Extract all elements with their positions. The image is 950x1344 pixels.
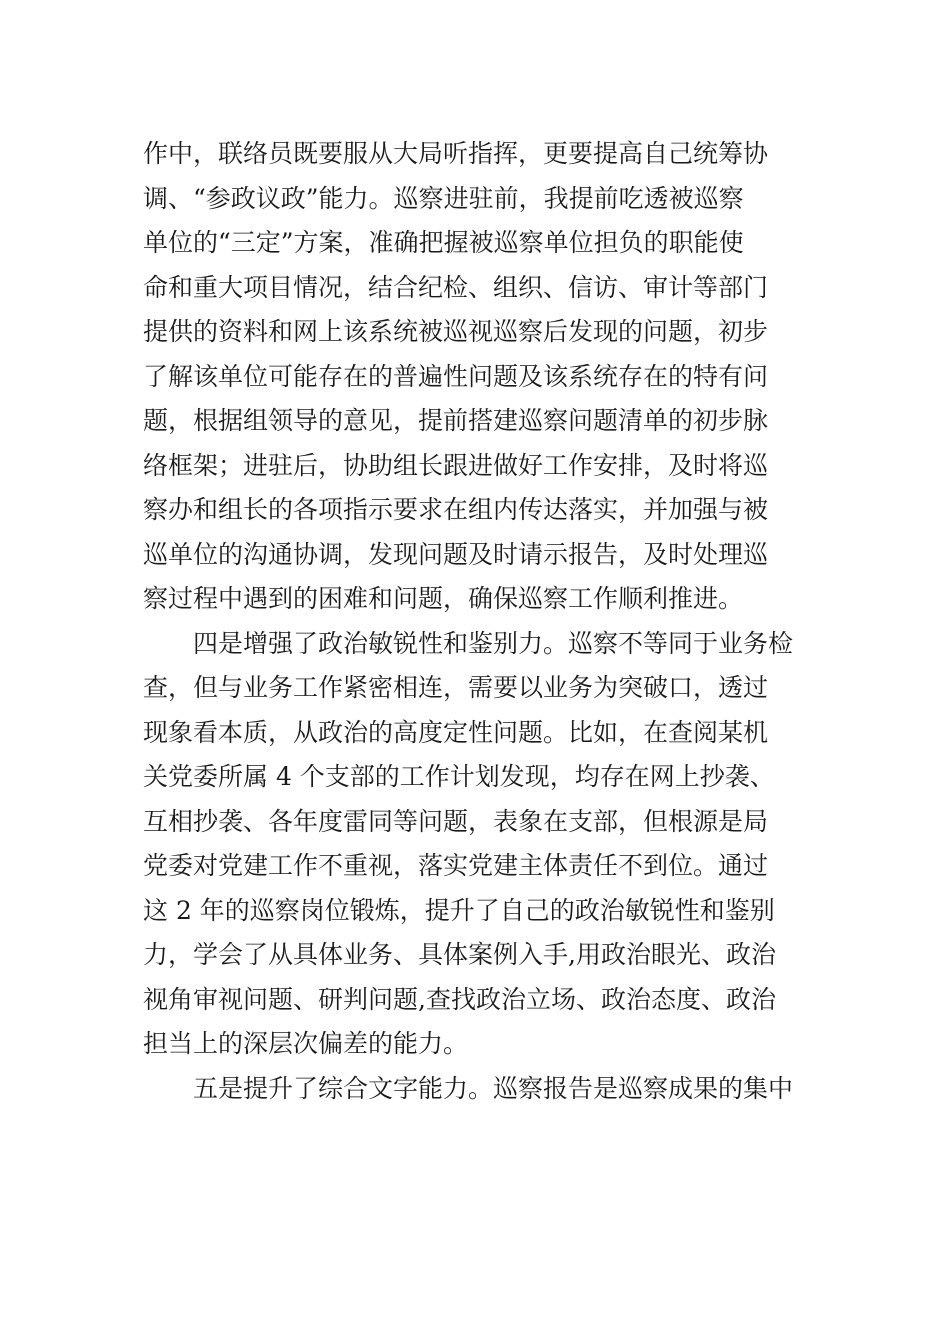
text-line: 作中，联络员既要服从大局听指挥，更要提高自己统筹协 <box>143 139 769 168</box>
text-line: 察办和组长的各项指示要求在组内传达落实，并加强与被 <box>143 495 769 524</box>
text-line: 党委对党建工作不重视，落实党建主体责任不到位。通过 <box>143 851 769 880</box>
text-line: 命和重大项目情况，结合纪检、组织、信访、审计等部门 <box>143 272 769 302</box>
text-line: 络框架；进驻后，协助组长跟进做好工作安排，及时将巡 <box>143 450 769 480</box>
text-line: 担当上的深层次偏差的能力。 <box>143 1029 469 1058</box>
paragraph-start-line: 四是增强了政治敏锐性和鉴别力。巡察不等同于业务检 <box>143 628 794 658</box>
text-line: 这 2 年的巡察岗位锻炼，提升了自己的政治敏锐性和鉴别 <box>143 895 775 925</box>
text-line: 题，根据组领导的意见，提前搭建巡察问题清单的初步脉 <box>143 406 769 435</box>
text-line: 关党委所属 4 个支部的工作计划发现，均存在网上抄袭、 <box>143 762 775 791</box>
text-line: 调、“参政议政”能力。巡察进驻前，我提前吃透被巡察 <box>143 183 744 213</box>
paragraph-start-line: 五是提升了综合文字能力。巡察报告是巡察成果的集中 <box>143 1073 794 1103</box>
body-text <box>143 132 808 1111</box>
text-line: 提供的资料和网上该系统被巡视巡察后发现的问题，初步 <box>143 317 769 346</box>
text-line: 力，学会了从具体业务、具体案例入手,用政治眼光、政治 <box>143 940 776 969</box>
text-line: 互相抄袭、各年度雷同等问题，表象在支部，但根源是局 <box>143 806 769 836</box>
text-line: 单位的“三定”方案，准确把握被巡察单位担负的职能使 <box>143 228 744 257</box>
text-line: 查，但与业务工作紧密相连，需要以业务为突破口，透过 <box>143 673 769 702</box>
text-line: 视角审视问题、研判问题,查找政治立场、政治态度、政治 <box>143 984 776 1014</box>
text-line: 了解该单位可能存在的普遍性问题及该系统存在的特有问 <box>143 361 769 391</box>
text-line: 察过程中遇到的困难和问题，确保巡察工作顺利推进。 <box>143 584 744 613</box>
text-line: 巡单位的沟通协调，发现问题及时请示报告，及时处理巡 <box>143 539 769 569</box>
text-line: 现象看本质，从政治的高度定性问题。比如，在查阅某机 <box>143 717 769 747</box>
